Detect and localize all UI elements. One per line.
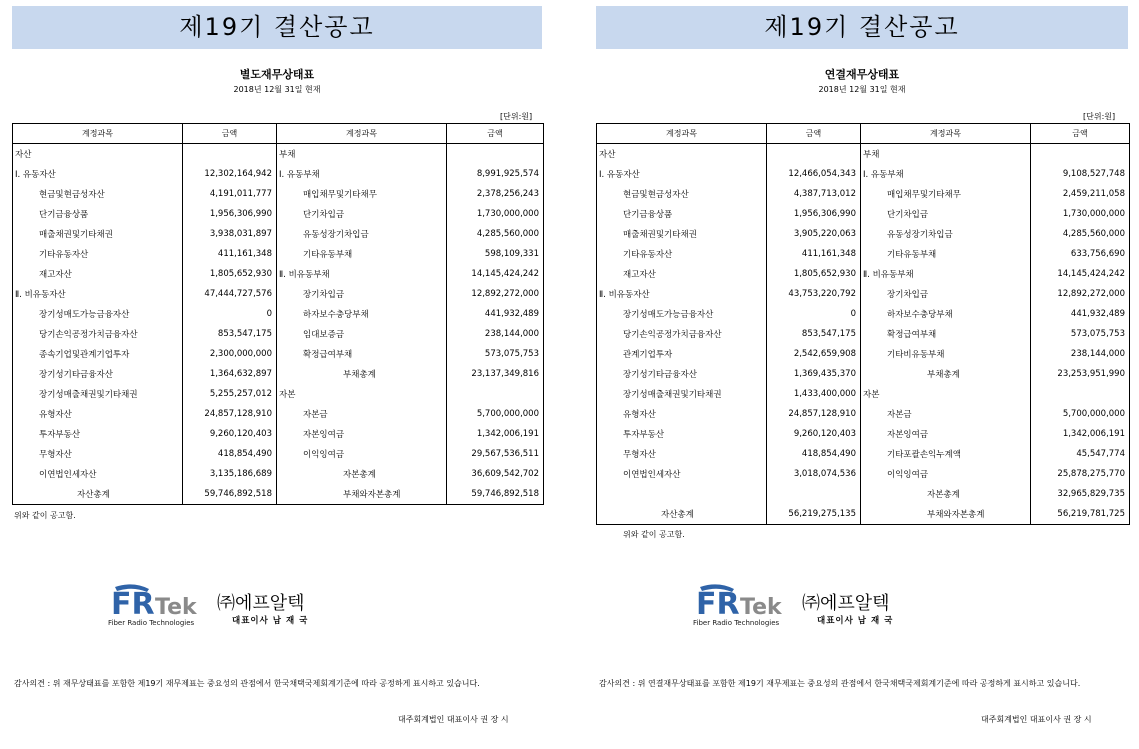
liability-amount-cell: 633,756,690	[1031, 244, 1130, 264]
asset-amount-cell: 24,857,128,910	[183, 404, 277, 424]
table-row	[13, 164, 544, 184]
table-row	[13, 284, 544, 304]
liability-amount-cell: 29,567,536,511	[447, 444, 544, 464]
asset-amount-cell: 3,905,220,063	[767, 224, 861, 244]
asset-account-cell: 종속기업및관계기업투자	[13, 344, 183, 364]
table-row	[13, 264, 544, 284]
table-row	[13, 244, 544, 264]
liability-account-cell: 부채총계	[343, 370, 376, 380]
asset-amount-cell: 418,854,490	[767, 444, 861, 464]
table-row	[13, 404, 544, 424]
liability-amount-cell: 598,109,331	[447, 244, 544, 264]
column-header-amount: 금액	[1031, 124, 1130, 144]
table-row	[597, 444, 1130, 464]
asset-amount-cell: 43,753,220,792	[767, 284, 861, 304]
liability-amount-cell: 59,746,892,518	[447, 484, 544, 505]
column-header-account: 계정과목	[277, 124, 447, 144]
liability-amount-cell: 8,991,925,574	[447, 164, 544, 184]
asset-amount-cell	[183, 144, 277, 165]
asset-account-cell: 장기성기타금융자산	[13, 364, 183, 384]
asset-account-cell: 매출채권및기타채권	[597, 224, 767, 244]
table-row	[597, 224, 1130, 244]
liability-amount-cell: 4,285,560,000	[1031, 224, 1130, 244]
company-logo	[690, 583, 820, 633]
liability-amount-cell: 1,730,000,000	[447, 204, 544, 224]
asset-account-cell: 자산	[13, 144, 183, 165]
asset-amount-cell	[767, 144, 861, 165]
liability-amount-cell: 23,253,951,990	[1031, 364, 1130, 384]
asset-amount-cell: 2,542,659,908	[767, 344, 861, 364]
liability-account-cell: 확정급여부채	[887, 330, 937, 340]
company-logo	[105, 583, 235, 633]
asset-account-cell: 당기손익공정가치금융자산	[597, 324, 767, 344]
asset-account-cell: 기타유동자산	[13, 244, 183, 264]
column-header-account: 계정과목	[13, 124, 183, 144]
liability-account-cell: 하자보수충당부채	[303, 310, 369, 320]
table-row	[13, 324, 544, 344]
column-header-amount: 금액	[767, 124, 861, 144]
liability-account-cell: 매입채무및기타채무	[303, 190, 377, 200]
liability-amount-cell	[1031, 384, 1130, 404]
liability-amount-cell: 36,609,542,702	[447, 464, 544, 484]
asset-amount-cell: 5,255,257,012	[183, 384, 277, 404]
asset-account-cell: Ⅱ. 비유동자산	[13, 284, 183, 304]
asset-amount-cell: 3,938,031,897	[183, 224, 277, 244]
table-row	[597, 384, 1130, 404]
liability-account-cell: 기타포괄손익누계액	[887, 450, 961, 460]
asset-account-cell: 무형자산	[597, 444, 767, 464]
ceo-name: 대표이사 남 재 국	[232, 616, 309, 626]
asset-account-cell: 장기성매도가능금융자산	[13, 304, 183, 324]
announcement-note: 위와 같이 공고함.	[14, 511, 76, 520]
asset-account-cell: Ⅰ. 유동자산	[13, 164, 183, 184]
statement-date: 2018년 12월 31일 현재	[233, 85, 321, 94]
balance-sheet-table	[12, 123, 544, 505]
table-body	[597, 144, 1130, 525]
liability-account-cell: Ⅱ. 비유동부채	[863, 270, 914, 280]
liability-amount-cell: 12,892,272,000	[1031, 284, 1130, 304]
audit-opinion: 감사의견 : 위 재무상태표를 포함한 제19기 재무제표는 중요성의 관점에서 한국채택국제회계기준에 따라 공정하게 표시하고 있습니다.	[14, 679, 480, 688]
liability-account-cell: Ⅱ. 비유동부채	[279, 270, 330, 280]
notice-header: 제19기 결산공고	[596, 6, 1128, 49]
table-body	[13, 144, 544, 505]
asset-account-cell: Ⅱ. 비유동자산	[597, 284, 767, 304]
table-row	[13, 384, 544, 404]
table-row	[13, 184, 544, 204]
liability-account-cell: 이익잉여금	[303, 450, 345, 460]
liability-account-cell: 매입채무및기타채무	[887, 190, 961, 200]
table-row	[13, 444, 544, 464]
table-row	[13, 144, 544, 165]
table-row	[597, 324, 1130, 344]
liability-account-cell: 부채와자본총계	[861, 504, 1031, 525]
liability-account-cell: 자본금	[887, 410, 912, 420]
liability-amount-cell: 25,878,275,770	[1031, 464, 1130, 484]
asset-account-cell: 자산총계	[13, 484, 183, 505]
logo-tagline: Fiber Radio Technologies	[693, 619, 780, 627]
liability-account-cell: 자본총계	[343, 470, 376, 480]
table-header	[13, 124, 544, 144]
asset-amount-cell: 1,433,400,000	[767, 384, 861, 404]
liability-account-cell: 자본총계	[927, 490, 960, 500]
asset-account-cell: 현금및현금성자산	[13, 184, 183, 204]
asset-account-cell: 기타유동자산	[597, 244, 767, 264]
liability-account-cell: Ⅰ. 유동부채	[279, 170, 320, 180]
asset-account-cell: 장기성매출채권및기타채권	[13, 384, 183, 404]
asset-amount-cell: 1,364,632,897	[183, 364, 277, 384]
auditor-signature: 대주회계법인 대표이사 권 장 시	[398, 715, 509, 724]
liability-amount-cell: 9,108,527,748	[1031, 164, 1130, 184]
liability-amount-cell: 2,459,211,058	[1031, 184, 1130, 204]
table-row	[13, 304, 544, 324]
liability-account-cell: 단기차입금	[303, 210, 345, 220]
auditor-signature: 대주회계법인 대표이사 권 장 시	[981, 715, 1092, 724]
liability-amount-cell: 1,730,000,000	[1031, 204, 1130, 224]
liability-account-cell: 자본금	[303, 410, 328, 420]
logo-tek-text: Tek	[155, 595, 197, 619]
table-row	[13, 204, 544, 224]
liability-account-cell: 기타유동부채	[887, 250, 937, 260]
liability-amount-cell: 441,932,489	[447, 304, 544, 324]
liability-amount-cell	[1031, 144, 1130, 165]
asset-amount-cell: 1,956,306,990	[183, 204, 277, 224]
column-header-account: 계정과목	[861, 124, 1031, 144]
asset-amount-cell: 9,260,120,403	[767, 424, 861, 444]
asset-account-cell: 투자부동산	[13, 424, 183, 444]
announcement-note: 위와 같이 공고함.	[623, 530, 685, 539]
logo-fr-text: FR	[696, 587, 740, 619]
liability-amount-cell: 1,342,006,191	[447, 424, 544, 444]
asset-account-cell: 당기손익공정가치금융자산	[13, 324, 183, 344]
statement-title: 연결재무상태표	[824, 68, 900, 81]
table-row	[597, 304, 1130, 324]
asset-amount-cell: 1,805,652,930	[767, 264, 861, 284]
liability-account-cell: Ⅰ. 유동부채	[863, 170, 904, 180]
table-row	[13, 344, 544, 364]
table-row	[597, 424, 1130, 444]
liability-account-cell: 이익잉여금	[887, 470, 929, 480]
liability-account-cell: 유동성장기차입금	[303, 230, 369, 240]
asset-amount-cell: 56,219,275,135	[767, 504, 861, 525]
table-row	[597, 344, 1130, 364]
liability-amount-cell: 14,145,424,242	[1031, 264, 1130, 284]
table-row	[597, 504, 1130, 525]
liability-account-cell: 유동성장기차입금	[887, 230, 953, 240]
asset-amount-cell: 47,444,727,576	[183, 284, 277, 304]
table-row	[13, 364, 544, 384]
liability-amount-cell	[447, 384, 544, 404]
asset-amount-cell: 853,547,175	[183, 324, 277, 344]
asset-amount-cell: 2,300,000,000	[183, 344, 277, 364]
table-row	[597, 264, 1130, 284]
liability-amount-cell: 56,219,781,725	[1031, 504, 1130, 525]
table-row	[597, 144, 1130, 165]
asset-amount-cell: 418,854,490	[183, 444, 277, 464]
asset-account-cell: 투자부동산	[597, 424, 767, 444]
liability-amount-cell: 238,144,000	[447, 324, 544, 344]
liability-account-cell: 자본잉여금	[303, 430, 345, 440]
liability-amount-cell: 573,075,753	[447, 344, 544, 364]
asset-amount-cell: 24,857,128,910	[767, 404, 861, 424]
asset-account-cell: Ⅰ. 유동자산	[597, 164, 767, 184]
asset-amount-cell: 0	[767, 304, 861, 324]
company-name: ㈜에프알텍	[217, 593, 305, 614]
liability-amount-cell: 5,700,000,000	[1031, 404, 1130, 424]
asset-amount-cell: 1,956,306,990	[767, 204, 861, 224]
table-row	[597, 164, 1130, 184]
liability-amount-cell: 5,700,000,000	[447, 404, 544, 424]
asset-account-cell: 매출채권및기타채권	[13, 224, 183, 244]
liability-account-cell: 기타유동부채	[303, 250, 353, 260]
column-header-amount: 금액	[183, 124, 277, 144]
liability-account-cell: 부채	[279, 150, 296, 160]
liability-amount-cell: 14,145,424,242	[447, 264, 544, 284]
liability-amount-cell: 2,378,256,243	[447, 184, 544, 204]
table-row	[597, 244, 1130, 264]
liability-account-cell: 임대보증금	[303, 330, 345, 340]
liability-account-cell: 확정급여부채	[303, 350, 353, 360]
table-row	[597, 464, 1130, 484]
asset-amount-cell: 12,302,164,942	[183, 164, 277, 184]
table-row	[597, 364, 1130, 384]
liability-amount-cell: 32,965,829,735	[1031, 484, 1130, 504]
asset-account-cell: 장기성매출채권및기타채권	[597, 384, 767, 404]
liability-account-cell: 기타비유동부채	[887, 350, 945, 360]
asset-account-cell: 단기금융상품	[13, 204, 183, 224]
frtek-logo-icon	[105, 583, 215, 619]
unit-label: [단위:원]	[1083, 112, 1116, 121]
liability-account-cell: 부채	[863, 150, 880, 160]
logo-fr-text: FR	[111, 587, 155, 619]
liability-account-cell: 단기차입금	[887, 210, 929, 220]
asset-amount-cell: 4,387,713,012	[767, 184, 861, 204]
liability-amount-cell: 4,285,560,000	[447, 224, 544, 244]
liability-amount-cell: 1,342,006,191	[1031, 424, 1130, 444]
liability-account-cell: 자본	[279, 390, 296, 400]
asset-account-cell: 현금및현금성자산	[597, 184, 767, 204]
asset-account-cell: 단기금융상품	[597, 204, 767, 224]
liability-account-cell: 하자보수충당부채	[887, 310, 953, 320]
asset-account-cell: 자산총계	[597, 504, 767, 525]
asset-amount-cell: 1,805,652,930	[183, 264, 277, 284]
asset-account-cell: 무형자산	[13, 444, 183, 464]
table-row	[597, 404, 1130, 424]
asset-amount-cell: 3,135,186,689	[183, 464, 277, 484]
table-row	[13, 224, 544, 244]
asset-amount-cell: 4,191,011,777	[183, 184, 277, 204]
asset-amount-cell: 1,369,435,370	[767, 364, 861, 384]
asset-account-cell: 자산	[597, 144, 767, 165]
liability-account-cell: 부채총계	[927, 370, 960, 380]
statement-date: 2018년 12월 31일 현재	[818, 85, 906, 94]
audit-opinion: 감사의견 : 위 연결재무상태표를 포함한 제19기 재무제표는 중요성의 관점에서 한국채택국제회계기준에 따라 공정하게 표시하고 있습니다.	[599, 679, 1081, 688]
statement-title: 별도재무상태표	[239, 68, 315, 81]
liability-amount-cell: 238,144,000	[1031, 344, 1130, 364]
liability-amount-cell: 23,137,349,816	[447, 364, 544, 384]
asset-amount-cell: 411,161,348	[183, 244, 277, 264]
liability-account-cell: 부채와자본총계	[277, 484, 447, 505]
table-row	[13, 424, 544, 444]
asset-account-cell: 유형자산	[13, 404, 183, 424]
ceo-name: 대표이사 남 재 국	[817, 616, 894, 626]
asset-amount-cell: 59,746,892,518	[183, 484, 277, 505]
liability-account-cell: 장기차입금	[887, 290, 929, 300]
column-header-account: 계정과목	[597, 124, 767, 144]
liability-amount-cell: 573,075,753	[1031, 324, 1130, 344]
column-header-amount: 금액	[447, 124, 544, 144]
asset-account-cell: 이연법인세자산	[597, 464, 767, 484]
asset-account-cell: 관계기업투자	[597, 344, 767, 364]
table-row	[597, 484, 1130, 504]
balance-sheet-table	[596, 123, 1130, 525]
table-header	[597, 124, 1130, 144]
asset-amount-cell: 12,466,054,343	[767, 164, 861, 184]
asset-account-cell: 재고자산	[13, 264, 183, 284]
asset-amount-cell: 0	[183, 304, 277, 324]
asset-account-cell: 이연법인세자산	[13, 464, 183, 484]
asset-account-cell: 유형자산	[597, 404, 767, 424]
asset-amount-cell	[767, 484, 861, 504]
asset-amount-cell: 411,161,348	[767, 244, 861, 264]
asset-amount-cell: 3,018,074,536	[767, 464, 861, 484]
liability-amount-cell: 45,547,774	[1031, 444, 1130, 464]
liability-account-cell: 자본	[863, 390, 880, 400]
asset-amount-cell: 853,547,175	[767, 324, 861, 344]
liability-account-cell: 장기차입금	[303, 290, 345, 300]
table-row	[13, 484, 544, 505]
liability-amount-cell	[447, 144, 544, 165]
frtek-logo-icon	[690, 583, 800, 619]
asset-account-cell: 재고자산	[597, 264, 767, 284]
asset-amount-cell: 9,260,120,403	[183, 424, 277, 444]
table-row	[597, 284, 1130, 304]
table-row	[13, 464, 544, 484]
liability-amount-cell: 12,892,272,000	[447, 284, 544, 304]
liability-account-cell: 자본잉여금	[887, 430, 929, 440]
logo-tagline: Fiber Radio Technologies	[108, 619, 195, 627]
unit-label: [단위:원]	[500, 112, 533, 121]
logo-tek-text: Tek	[740, 595, 782, 619]
table-row	[597, 204, 1130, 224]
asset-account-cell: 장기성매도가능금융자산	[597, 304, 767, 324]
asset-account-cell	[597, 484, 767, 504]
company-name: ㈜에프알텍	[802, 593, 890, 614]
liability-amount-cell: 441,932,489	[1031, 304, 1130, 324]
table-row	[597, 184, 1130, 204]
notice-header: 제19기 결산공고	[12, 6, 542, 49]
asset-account-cell: 장기성기타금융자산	[597, 364, 767, 384]
